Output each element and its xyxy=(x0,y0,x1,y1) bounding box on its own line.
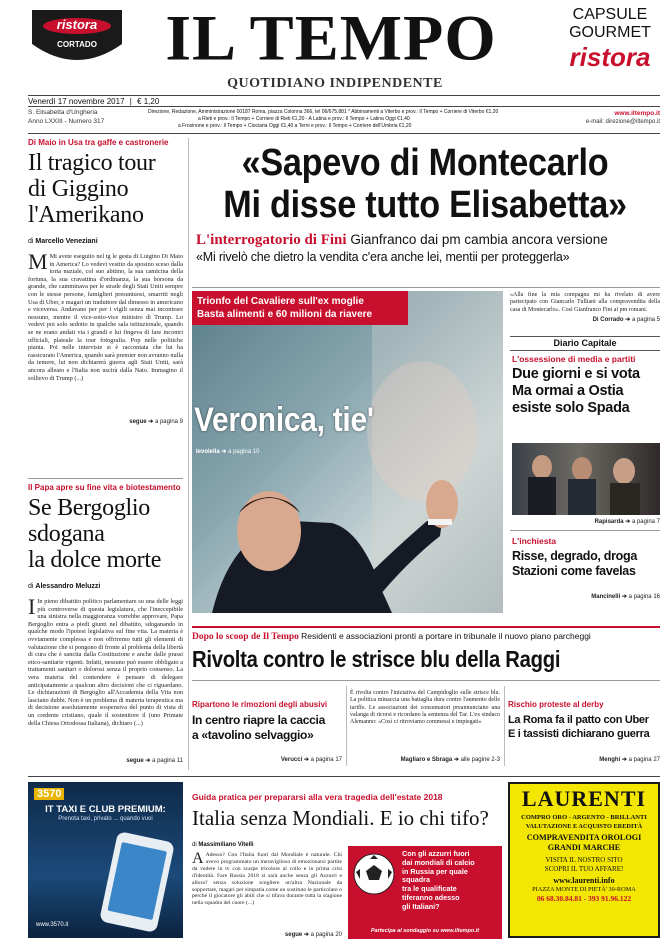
poll-line: gli Italiani? xyxy=(402,901,440,911)
s1-title xyxy=(512,366,660,417)
lead-sidebar-ref[interactable]: Di Corrado ➔ a pagina 5 xyxy=(592,317,660,324)
c2-ref[interactable]: Magliaro e Sbraga ➔ alle pagine 2-3 xyxy=(400,757,500,763)
photo-block[interactable] xyxy=(192,291,503,613)
poll-line: in Russia per quale xyxy=(402,866,468,876)
masthead-date-line: Venerdì 17 novembre 2017 | € 1,20 xyxy=(28,97,160,106)
s1-title-line: Ma ormai a Ostia xyxy=(512,383,624,399)
lead-deck2: «Mi rivelò che dietro la vendita c'era anche lei, mentii per proteggerla» xyxy=(196,250,570,264)
masthead-subtitle: QUOTIDIANO INDIPENDENTE xyxy=(227,76,443,91)
ref-name: segue xyxy=(129,419,147,425)
masthead-price: € 1,20 xyxy=(137,97,160,106)
byline-prefix: di xyxy=(28,583,34,590)
ref-name: Rapisarda xyxy=(594,519,624,525)
story1-body xyxy=(28,253,183,415)
mondiali-kicker: Guida pratica per prepararsi alla vera tragedia dell'estate 2018 xyxy=(192,792,443,802)
photo-banner xyxy=(192,291,408,325)
masthead-left-badge[interactable] xyxy=(30,8,124,70)
lead-title-line: «Sapevo di Montecarlo xyxy=(241,142,609,184)
mondiali-body xyxy=(192,852,342,930)
strisce-col-3[interactable] xyxy=(508,700,662,741)
poll-line: dai mondiali di calcio xyxy=(402,857,475,867)
photo-headline: Veronica, tie' xyxy=(194,401,374,439)
lead-title-line: Mi disse tutto Elisabetta» xyxy=(223,184,627,226)
byline-prefix: di xyxy=(192,842,197,848)
laurenti-l3: COMPRAVENDITA OROLOGI xyxy=(526,833,642,842)
masthead-title[interactable]: IL TEMPO xyxy=(165,2,497,75)
masthead-info1: Direzione, Redazione, Amministrazione 00187 Roma, piazza Colonna 366, tel 06/675.881 * Abbinamenti a Viterbo e prov.: Il Tempo + Corriere di Viterbo €1,20 xyxy=(148,109,499,115)
laurenti-l2: VALUTAZIONE E ACQUISTO EREDITÀ xyxy=(525,823,643,830)
story1-kicker: Di Maio in Usa tra gaffe e castronerie xyxy=(28,138,169,147)
s2-title-line: Risse, degrado, droga xyxy=(512,549,637,563)
photo-banner-line: Trionfo del Cavaliere sull'ex moglie xyxy=(197,296,364,307)
right-ad-brand: ristora xyxy=(569,42,651,72)
story1-byline xyxy=(28,238,183,245)
mondiali-poll-box[interactable] xyxy=(348,846,502,939)
masthead-issue: Anno LXXIII - Numero 317 xyxy=(28,118,105,125)
masthead-date: Venerdì 17 novembre 2017 xyxy=(28,97,125,106)
ref-name: Mancinelli xyxy=(591,594,621,600)
photo-ref[interactable]: Ievolella ➔ a pagina 10 xyxy=(196,449,260,455)
masthead-saint: S. Elisabetta d'Ungheria xyxy=(28,109,98,116)
c2-text: È rivolta contro l'iniziativa del Campidoglio sulle strisce blu. La politica minaccia una battaglia dura contro l'aumento delle tariffe. Le associazioni dei consumatori preannunciano una valanga di ricorsi e ricordano la sentenza del Tar. L'ex sindaco Alemanno: «Così ci ritroviamo commessi e impiegati» xyxy=(350,690,500,726)
ref-page: a pagina 9 xyxy=(154,419,183,425)
right-ad-line1: CAPSULE xyxy=(572,6,648,23)
story1-title-line: di Giggino xyxy=(28,176,129,202)
story1-ref[interactable]: segue ➔ a pagina 9 xyxy=(129,419,183,425)
ref-page: a pagina 20 xyxy=(310,932,342,938)
byline-author: Marcello Veneziani xyxy=(35,238,98,245)
lead-sidebar-text: «Alla fine la mia compagna mi ha rivelato di avere partecipato con Giancarlo Tulliani alla compravendita della casa di Montecarlo». Così Gianfranco Fini ai pm romani. xyxy=(510,292,660,313)
strisce-kicker-red: Dopo lo scoop de Il Tempo xyxy=(192,632,299,642)
laurenti-site: www.laurenti.info xyxy=(553,876,615,885)
masthead-right-ad[interactable] xyxy=(560,6,660,76)
laurenti-phones: 06 68.30.84.81 - 393 91.96.122 xyxy=(536,894,632,903)
poll-footer[interactable]: Partecipa al sondaggio su www.iltempo.it xyxy=(370,928,480,934)
story2-body xyxy=(28,598,183,754)
laurenti-l1: COMPRO ORO - ARGENTO - BRILLANTI xyxy=(521,814,647,821)
ref-page: alle pagine 2-3 xyxy=(460,757,500,763)
poll-line: Con gli azzurri fuori xyxy=(402,849,470,858)
c1-kicker: Ripartono le rimozioni degli abusivi xyxy=(192,700,328,709)
s1-ref[interactable]: Rapisarda ➔ a pagina 7 xyxy=(594,519,660,525)
laurenti-l4: GRANDI MARCHE xyxy=(547,843,621,852)
story2-kicker: Il Papa apre su fine vita e biotestamento xyxy=(28,483,181,492)
laurenti-l5: VISITA IL NOSTRO SITO xyxy=(545,856,623,864)
taxi-ad-line2: Prenota taxi, privato ... quando vuoi xyxy=(58,816,153,822)
story2-ref[interactable]: segue ➔ a pagina 11 xyxy=(126,758,183,764)
poll-line: squadra xyxy=(402,875,430,885)
s1-title-line: esiste solo Spada xyxy=(512,400,630,416)
s2-title-line: Stazioni come favelas xyxy=(512,564,636,578)
left-story-1 xyxy=(28,138,183,468)
football-icon xyxy=(352,852,396,896)
right-ad-line2: GOURMET xyxy=(569,24,651,41)
lead-deck xyxy=(196,231,662,249)
dropcap: M xyxy=(28,253,48,274)
story2-title-line: la dolce morte xyxy=(28,547,162,573)
ostia-photo xyxy=(512,443,660,515)
story2-title-line: Se Bergoglio xyxy=(28,495,150,521)
s2-title xyxy=(512,549,660,579)
badge-sub: CORTADO xyxy=(57,40,97,49)
byline-author: Alessandro Meluzzi xyxy=(35,583,101,590)
ref-name: Menghi xyxy=(599,757,621,763)
ref-page: a pagina 5 xyxy=(631,317,660,324)
ref-name: Di Corrado xyxy=(592,317,624,324)
ref-name: Ievolella xyxy=(196,449,220,455)
masthead-site[interactable]: www.iltempo.it xyxy=(614,110,660,117)
byline-author: Massimiliano Vitelli xyxy=(198,842,254,848)
badge-brand: ristora xyxy=(56,17,98,32)
c1-title-line: a «tavolino selvaggio» xyxy=(192,728,314,742)
c3-ref[interactable]: Menghi ➔ a pagina 27 xyxy=(599,757,660,763)
story2-title-line: sdogana xyxy=(28,521,105,547)
story2-title[interactable] xyxy=(28,495,183,573)
dropcap: A xyxy=(192,852,204,867)
taxi-ad-line1: IT TAXI E CLUB PREMIUM: xyxy=(45,804,166,815)
masthead-email[interactable]: e-mail: direzione@iltempo.it xyxy=(585,119,660,125)
strisce-title[interactable]: Rivolta contro le strisce blu della Raggi xyxy=(192,646,561,672)
strisce-kicker xyxy=(192,631,660,642)
masthead-info3: a Frosinone e prov.: Il Tempo + Ciociaria Oggi €1,40 a Terni e prov.: Il Tempo + Corriere dell'Umbria €1,20 xyxy=(178,123,412,129)
story2-body-text: In pieno dibattito politico parlamentare su una delle leggi più controverse di questa legislatura, che l'ineccepibile una sinistra nella maggioranza vorrebbe approvare, Papa Bergoglio entra a piedi giunti nel dibattito, sdoganando in qualche modo l'ipotesi legislativa sul fine vita. La materia è ovviamente complessa e non offriremo tutti gli elementi di valutazione che si pongono di fronte al problema della libertà di cura che è sancita dalla Costituzione e anche dalle prassi etico-sanitarie vigenti. Infatti, nessuno può essere obbligato a trattamenti sanitari o dolorosi senza il proprio consenso. La vera materia del contendere è pensare di delegare anticipatamente a qualcun altro decisioni che ci riguardano. Le dichiarazioni di Bergoglio all'Accademia della Vita non lasciano dubbi. Non è un problema di materia terapeutica ma di decisione assolutamente sospensiva del punto di vista di un credente cristiano, quale il sostenitore il (uno Primate della Chiesa Ortodossa Italiana), dichiaro (...) xyxy=(28,598,183,727)
laurenti-brand: LAURENTI xyxy=(521,786,647,811)
right-story-2[interactable] xyxy=(512,536,660,579)
s1-title-line: Due giorni e si vota xyxy=(512,366,640,382)
ref-name: Magliaro e Sbraga xyxy=(400,757,453,763)
story1-title-line: Il tragico tour xyxy=(28,150,156,176)
strisce-col-2 xyxy=(350,690,500,726)
byline-prefix: di xyxy=(28,238,34,245)
ref-page: a pagina 16 xyxy=(628,594,660,600)
story1-title-line: l'Amerikano xyxy=(28,202,144,228)
ref-page: a pagina 17 xyxy=(310,757,342,763)
ref-page: a pagina 11 xyxy=(152,758,183,764)
s1-kicker: L'ossessione di media e partiti xyxy=(512,354,636,364)
c1-ref[interactable]: Verucci ➔ a pagina 17 xyxy=(280,757,342,763)
lead-deck-black: Gianfranco dai pm cambia ancora versione xyxy=(350,232,608,247)
c3-title-line: La Roma fa il patto con Uber xyxy=(508,714,649,726)
mondiali-byline xyxy=(192,842,254,848)
poll-text xyxy=(402,850,500,912)
mondiali-body-text: Adesso? Con l'Italia fuori dal Mondiale è naturale. Chi avevo programmato un meraviglioso di emozionarsi partite da vedere in tv con scarpe tricolore al collo e in prima crisi d'identità. Fare Russia 2018 si sarà anche senza gli Azzurri e allora? senza soluzione scegliere un'altra Nazionale da sopportare, magari per simpatia come un sostituto le particolare o perché il giocatore gli abili che si tifava durante tutta la stagione nella squadra del cuore (...) xyxy=(192,852,342,907)
poll-line: tiferanno adesso xyxy=(402,892,460,902)
lead-headline[interactable] xyxy=(190,142,660,226)
lead-sidebar xyxy=(510,292,660,323)
right-story-1[interactable] xyxy=(512,354,660,417)
ref-page: a pagina 7 xyxy=(631,519,660,525)
c1-title xyxy=(192,713,342,743)
phone-icon xyxy=(98,832,178,932)
ref-page: a pagina 27 xyxy=(628,757,660,763)
c3-title xyxy=(508,713,662,741)
c3-title-line: E i tassisti dichiarano guerra xyxy=(508,728,650,740)
poll-line: tra le qualificate xyxy=(402,884,457,894)
laurenti-l6: SCOPRI IL TUO AFFARE! xyxy=(544,865,624,873)
photo-banner-line: Basta alimenti e 60 milioni da riavere xyxy=(197,309,373,320)
lead-deck-red: L'interrogatorio di Fini xyxy=(196,232,347,248)
s2-kicker: L'inchiesta xyxy=(512,536,557,546)
laurenti-address: PIAZZA MONTE DI PIETÀ' 30-ROMA xyxy=(532,886,636,893)
mondiali-ref[interactable]: segue ➔ a pagina 20 xyxy=(284,932,342,938)
strisce-col-1[interactable] xyxy=(192,700,342,743)
ref-page: a pagina 10 xyxy=(228,449,260,455)
story1-title[interactable] xyxy=(28,150,183,228)
left-story-2 xyxy=(28,483,183,773)
c3-kicker: Rischio proteste al derby xyxy=(508,700,604,709)
s2-ref[interactable]: Mancinelli ➔ a pagina 16 xyxy=(591,594,660,600)
story2-byline xyxy=(28,583,183,590)
story1-body-text: Mi avete eseguito nel tg le gesta di Luigino Di Maio in America? Lo vedevi vestito da sposino sceso dalla torta nuziale, col suo abitino, la sua camicina della fortuna, la sua cravattina d'ordinanza, la sua borsona da grande, che camminava per le strade degli Stati Uniti sempre con le stesse persone, famiglieri presuntuosi, smarriti negli Usa di Uber, e magari un traduttore dal dimesso in americano e viceversa. Andavano per per i vigili senza mai incontrare nessuno, mentre il vice-sotto-vice ministro di Trump. Lo vedevi poi solo sedotto in qualche sala istituzionale, quando se ne erano andati via i grandi e lui fingeva di fare incontri ufficiali, plateale la tour fotografia. Pop nelle politiche pianta. Poi nelle interviste si è raccontata che lui ha rassicurato l'America, quando sarà premier non avranno nulla da temere, lui non dichiarerà guerra agli Stati Uniti, sarà ancora alleato e l'Italia non uscirà dalla Nato. Immagino il sollievo di Trump (...) xyxy=(28,253,183,382)
taxi-ad[interactable] xyxy=(28,782,183,938)
ref-name: segue xyxy=(284,932,303,938)
dropcap: I xyxy=(28,598,36,619)
police-photo-icon xyxy=(512,443,660,515)
c1-title-line: In centro riapre la caccia xyxy=(192,713,325,727)
diario-label: Diario Capitale xyxy=(553,338,617,348)
laurenti-ad[interactable] xyxy=(508,782,660,938)
ref-name: Verucci xyxy=(280,757,303,763)
strisce-kicker-black: Residenti e associazioni pronti a portare in tribunale il nuovo piano parcheggi xyxy=(301,631,591,641)
mondiali-title[interactable]: Italia senza Mondiali. E io chi tifo? xyxy=(192,806,489,830)
taxi-ad-code: 3570 xyxy=(34,788,64,800)
ref-name: segue xyxy=(126,758,144,764)
masthead-info2: a Rieti e prov.: Il Tempo + Corriere di Rieti €1,20 - A Latina e prov.: Il Tempo + Latina Oggi €1,40 xyxy=(198,116,410,122)
taxi-ad-site: www.3570.it xyxy=(36,922,69,928)
